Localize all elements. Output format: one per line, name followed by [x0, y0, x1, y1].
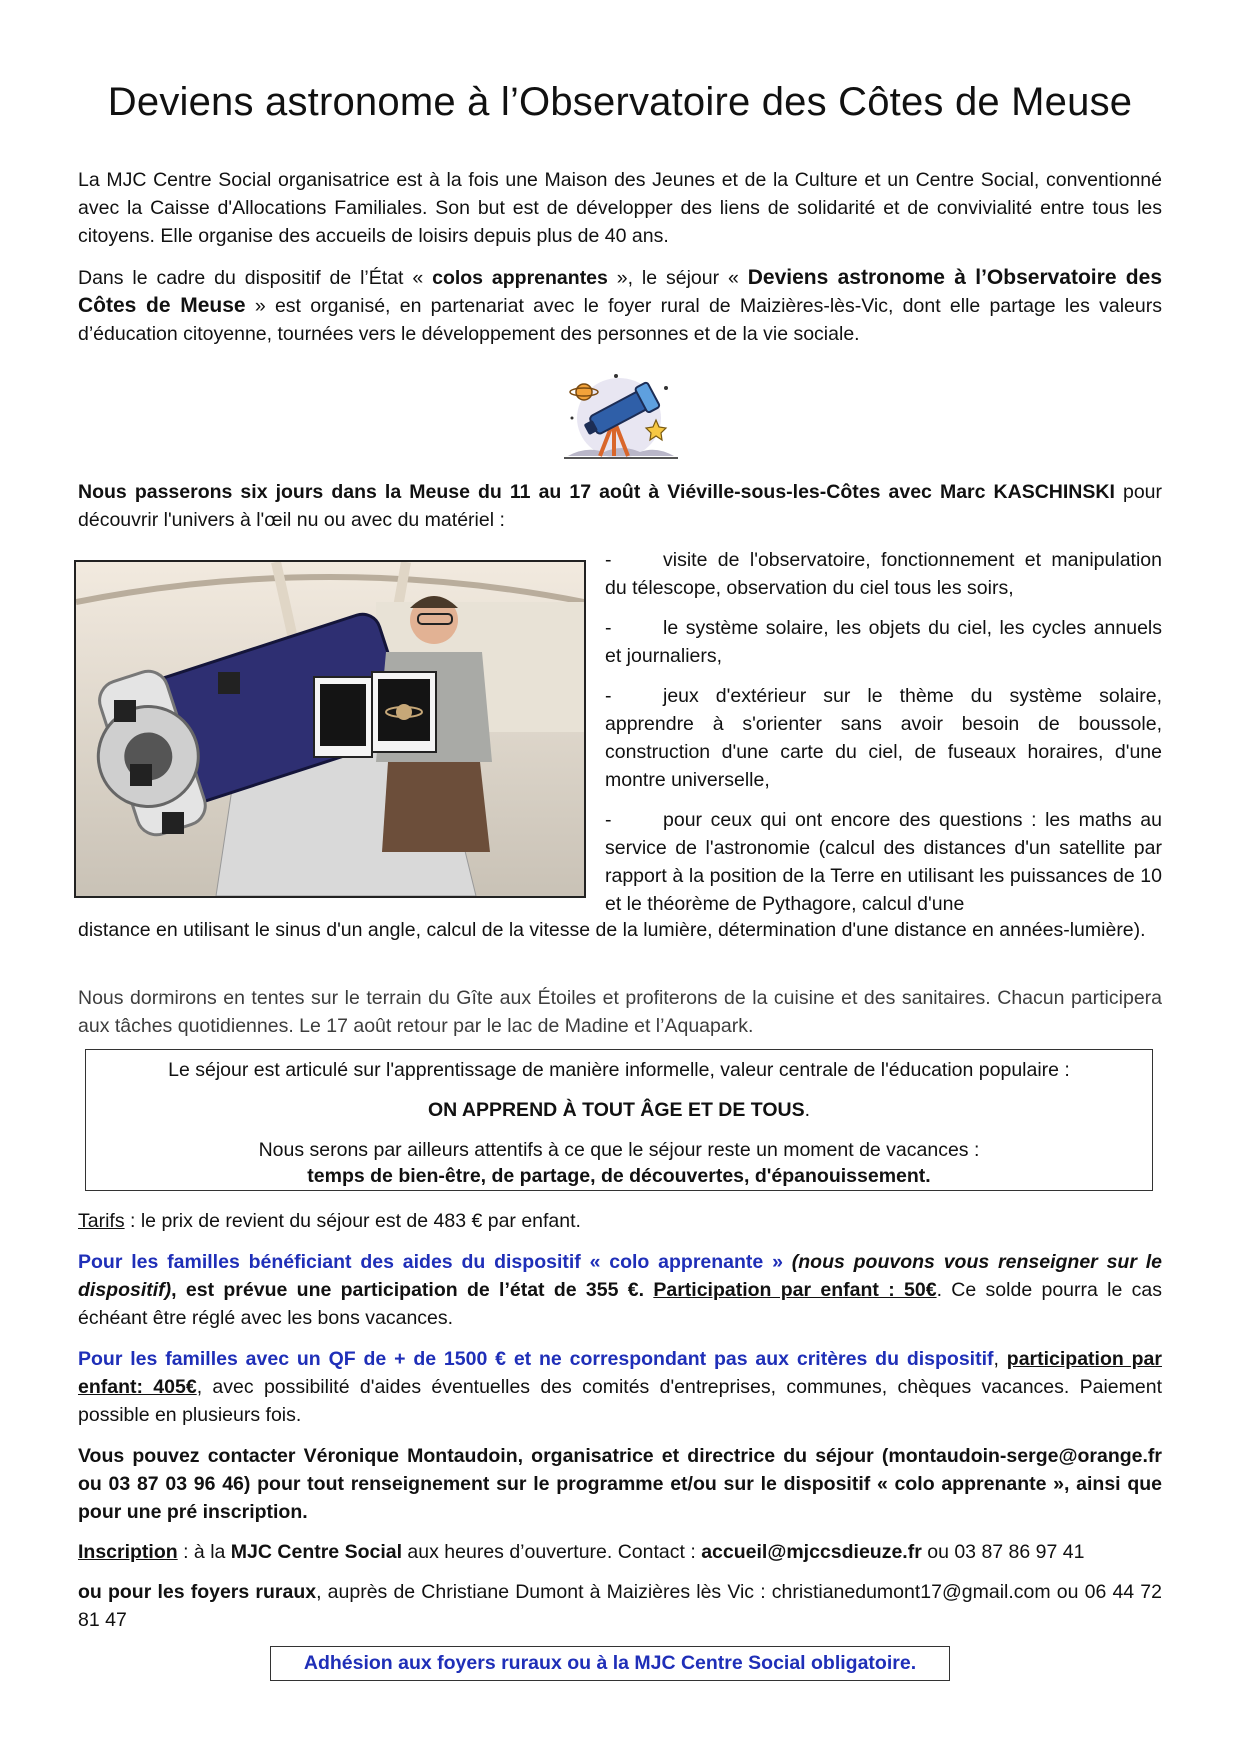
program-lead-bold: Nous passerons six jours dans la Meuse du 11 au 17 août à Viéville-sous-les-Côtes avec Marc KASCHINSKI [78, 481, 1115, 503]
page-title: Deviens astronome à l’Observatoire des Côtes de Meuse [107, 80, 1133, 124]
list-dash: - [605, 685, 612, 707]
framework-text-e: » est organisé, en partenariat avec le foyer rural de Maizières-lès-Vic, dont elle partage les valeurs d’éducation citoyenne, tournées vers le développement des personnes et de la vie sociale. [78, 295, 1162, 345]
qf-end-text: , avec possibilité d'aides éventuelles des comités d'entreprises, communes, chèques vacances. Paiement possible en plusieurs fois. [78, 1376, 1162, 1426]
stay-name-text: Deviens astronome à l’Observatoire des Côtes de Meuse [78, 266, 1162, 317]
foyers-bold: ou pour les foyers ruraux [78, 1581, 317, 1603]
qf-blue-text: Pour les familles avec un QF de + de 1500 € et ne correspondant pas aux critères du dispositif [78, 1348, 994, 1370]
aides-blue-text: Pour les familles bénéficiant des aides du dispositif « colo apprenante » [78, 1251, 783, 1273]
telescope-illustration-icon [556, 368, 686, 468]
aides-italic-text: (nous pouvons vous renseigner sur le dispositif) [78, 1251, 1163, 1301]
framework-paragraph [78, 264, 1162, 348]
framework-text-a: Dans le cadre du dispositif de l’État « [78, 267, 433, 289]
list-item [605, 546, 1162, 602]
list-dash: - [605, 809, 612, 831]
qf-comma: , [993, 1348, 1007, 1370]
list-item [605, 682, 1162, 794]
colos-apprenantes-text: colos apprenantes [432, 267, 608, 289]
aides-paragraph [78, 1248, 1162, 1332]
box-line-3: Nous serons par ailleurs attentifs à ce que le séjour reste un moment de vacances : [258, 1139, 980, 1161]
aides-end-text: . Ce solde pourra le cas échéant être réglé avec les bons vacances. [78, 1279, 1162, 1329]
tarifs-text: : le prix de revient du séjour est de 483 € par enfant. [124, 1210, 581, 1232]
qf-paragraph [78, 1345, 1162, 1429]
program-lead-rest: pour découvrir l'univers à l'œil nu ou avec du matériel : [78, 481, 1163, 531]
intro-paragraph: La MJC Centre Social organisatrice est à la fois une Maison des Jeunes et de la Culture et un Centre Social, conventionné avec la Caisse d'Allocations Familiales. Son but est de développer des liens de solidarité et de convivialité entre tous les citoyens. Elle organise des accueils de loisirs depuis plus de 40 ans. [78, 169, 1162, 247]
inscription-text-b: aux heures d’ouverture. Contact : [402, 1541, 702, 1563]
aides-participation: Participation par enfant : 50€ [653, 1279, 937, 1301]
framework-text-c: », le séjour « [607, 267, 748, 289]
list-dash: - [605, 549, 612, 571]
box-motto-end: . [804, 1099, 811, 1121]
list-item-text: jeux d'extérieur sur le thème du système solaire, apprendre à s'orienter sans avoir besoin de boussole, construction d'une carte du ciel, de fuseaux horaires, d'une montre universelle, [605, 685, 1162, 791]
tarifs-label: Tarifs [78, 1210, 125, 1232]
box-motto: ON APPREND À TOUT ÂGE ET DE TOUS [427, 1099, 805, 1121]
list-item-text: pour ceux qui ont encore des questions : les maths au service de l'astronomie (calcul des distances d'un satellite par rapport à la position de la Terre en utilisant les puissances de 10 et le théorème de Pythagore, calcul d'une [605, 809, 1162, 915]
foyers-text: , auprès de Christiane Dumont à Maizières lès Vic : christianedumont17@gmail.com ou 06 44 72 81 47 [78, 1581, 1162, 1631]
inscription-text-a: : à la [177, 1541, 231, 1563]
inscription-email: accueil@mjccsdieuze.fr [701, 1541, 922, 1563]
box-line-4: temps de bien-être, de partage, de découvertes, d'épanouissement. [307, 1165, 931, 1187]
foyers-paragraph [78, 1578, 1162, 1634]
contact-paragraph: Vous pouvez contacter Véronique Montaudoin, organisatrice et directrice du séjour (montaudoin-serge@orange.fr ou 03 87 03 96 46) pour tout renseignement sur le programme et/ou sur le dispositif « colo apprenante », ainsi que pour une pré inscription. [78, 1445, 1162, 1523]
inscription-phone: ou 03 87 86 97 41 [921, 1541, 1085, 1563]
inscription-paragraph [78, 1538, 1162, 1566]
inscription-org: MJC Centre Social [230, 1541, 403, 1563]
tarifs-paragraph [78, 1207, 1162, 1235]
list-item-text: le système solaire, les objets du ciel, les cycles annuels et journaliers, [605, 617, 1162, 667]
list-dash: - [605, 617, 612, 639]
list-item-continuation: distance en utilisant le sinus d'un angle, calcul de la vitesse de la lumière, détermination d'une distance en années-lumière). [78, 919, 1146, 941]
box-line-1: Le séjour est articulé sur l'apprentissage de manière informelle, valeur centrale de l'éducation populaire : [168, 1059, 1070, 1081]
qf-participation: participation par enfant: 405€ [78, 1348, 1162, 1398]
pedagogy-box [85, 1049, 1153, 1191]
activity-list [605, 546, 1162, 930]
adhesion-box: Adhésion aux foyers ruraux ou à la MJC Centre Social obligatoire. [270, 1646, 950, 1681]
list-item [605, 806, 1162, 918]
observatory-photo [74, 560, 586, 898]
program-intro [78, 478, 1162, 534]
lodging-paragraph: Nous dormirons en tentes sur le terrain du Gîte aux Étoiles et profiterons de la cuisine et des sanitaires. Chacun participera aux tâches quotidiennes. Le 17 août retour par le lac de Madine et l’Aquapark. [78, 987, 1162, 1037]
box-line-2 [86, 1096, 1152, 1124]
list-item-text: visite de l'observatoire, fonctionnement et manipulation du télescope, observation du ciel tous les soirs, [605, 549, 1162, 599]
list-item [605, 614, 1162, 670]
inscription-label: Inscription [78, 1541, 178, 1563]
aides-mid-text: , est prévue une participation de l’état de 355 €. [171, 1279, 654, 1301]
